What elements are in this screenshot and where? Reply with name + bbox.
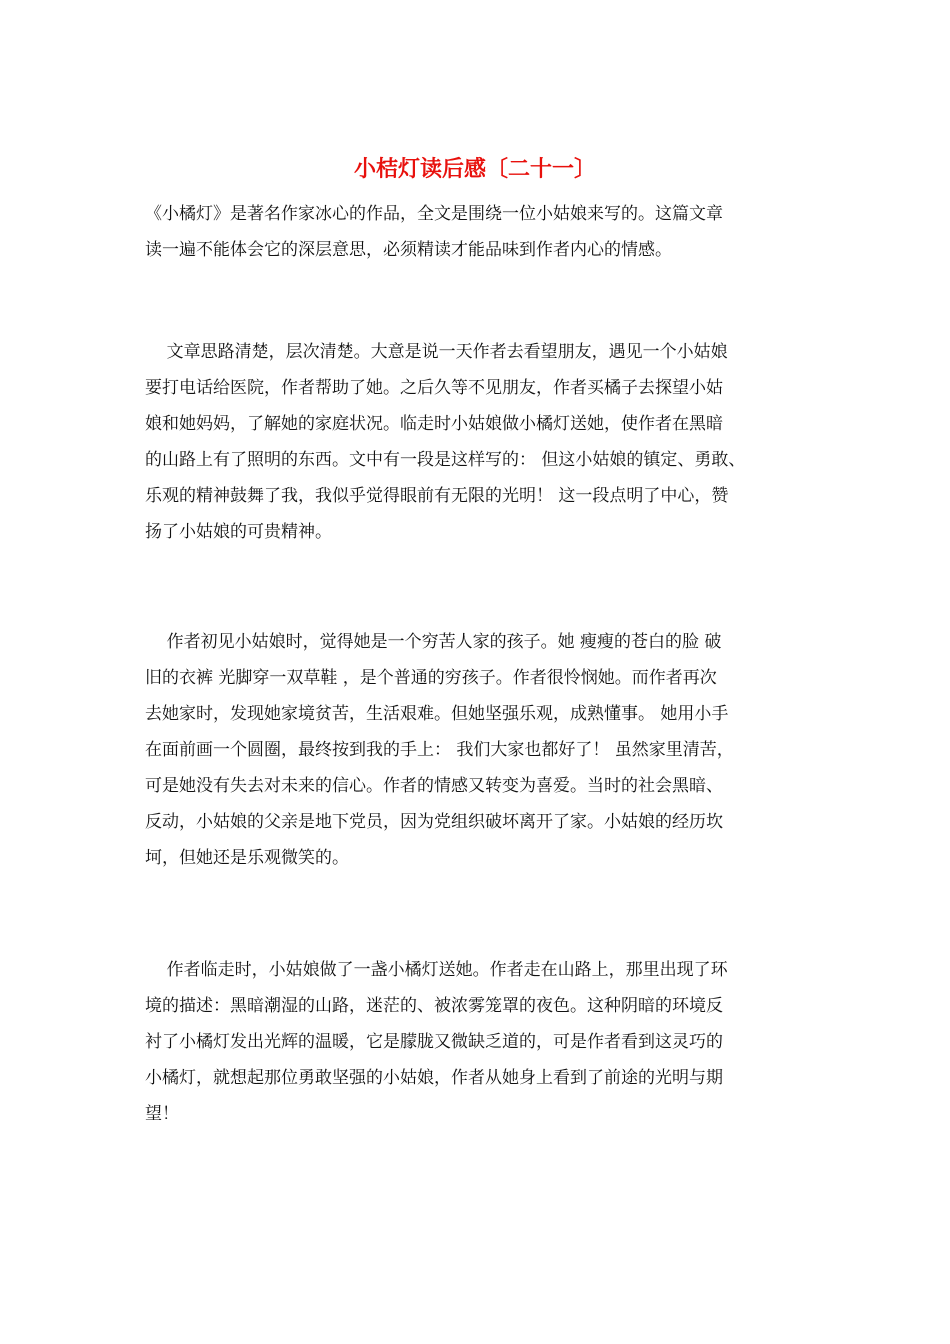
paragraph-line: 反动，小姑娘的父亲是地下党员，因为党组织破坏离开了家。小姑娘的经历坎 [145,812,723,832]
paragraph-line: 境的描述：黑暗潮湿的山路，迷茫的、被浓雾笼罩的夜色。这种阴暗的环境反 [145,996,723,1016]
paragraph-line: 坷，但她还是乐观微笑的。 [145,848,349,868]
paragraph-line: 望！ [145,1104,179,1124]
paragraph-line: 《小橘灯》是著名作家冰心的作品，全文是围绕一位小姑娘来写的。这篇文章 [145,204,723,224]
paragraph-line: 去她家时，发现她家境贫苦，生活艰难。但她坚强乐观，成熟懂事。 她用小手 [145,704,729,724]
paragraph-structure [145,334,810,550]
paragraph-line: 作者初见小姑娘时，觉得她是一个穷苦人家的孩子。她 瘦瘦的苍白的脸 破 [145,632,722,652]
paragraph-line: 衬了小橘灯发出光辉的温暖，它是朦胧又微缺乏道的，可是作者看到这灵巧的 [145,1032,723,1052]
paragraph-line: 在面前画一个圆圈，最终按到我的手上： 我们大家也都好了！ 虽然家里清苦， [145,740,734,760]
paragraph-line: 乐观的精神鼓舞了我，我似乎觉得眼前有无限的光明！ 这一段点明了中心，赞 [145,486,729,506]
paragraph-line: 文章思路清楚，层次清楚。大意是说一天作者去看望朋友，遇见一个小姑娘 [145,342,728,362]
paragraph-line: 要打电话给医院，作者帮助了她。之后久等不见朋友，作者买橘子去探望小姑 [145,378,723,398]
paragraph-line: 的山路上有了照明的东西。文中有一段是这样写的： 但这小姑娘的镇定、勇敢、 [145,450,746,470]
paragraph-lamp [145,952,810,1132]
paragraph-line: 可是她没有失去对未来的信心。作者的情感又转变为喜爱。当时的社会黑暗、 [145,776,723,796]
paragraph-line: 旧的衣裤 光脚穿一双草鞋 ，是个普通的穷孩子。作者很怜悯她。而作者再次 [145,668,717,688]
paragraph-line: 娘和她妈妈，了解她的家庭状况。临走时小姑娘做小橘灯送她，使作者在黑暗 [145,414,723,434]
paragraph-line: 读一遍不能体会它的深层意思，必须精读才能品味到作者内心的情感。 [145,240,672,260]
paragraph-girl [145,624,810,876]
paragraph-line: 小橘灯，就想起那位勇敢坚强的小姑娘，作者从她身上看到了前途的光明与期 [145,1068,723,1088]
paragraph-line: 扬了小姑娘的可贵精神。 [145,522,332,542]
paragraph-intro [145,196,810,268]
paragraph-line: 作者临走时，小姑娘做了一盏小橘灯送她。作者走在山路上，那里出现了环 [145,960,728,980]
document-title: 小桔灯读后感〔二十一〕 [353,156,596,182]
